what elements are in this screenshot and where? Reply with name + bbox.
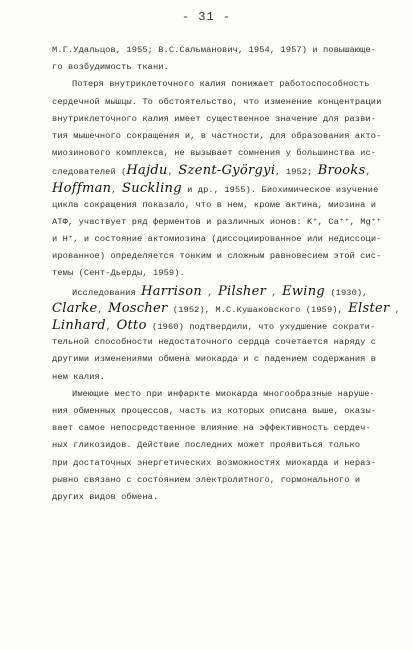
typed-text: , (266, 287, 283, 298)
body-text (52, 42, 402, 506)
typed-text: рывно связано с состоянием электролитного, гормонального и (52, 474, 361, 485)
typed-text: (1930), (325, 287, 368, 298)
typed-text: другими изменениями обмена миокарда и с падением содержания в (52, 354, 377, 365)
typed-text: следователей ( (52, 167, 127, 178)
page-number: - 31 - (181, 10, 232, 24)
text-line (52, 369, 402, 386)
handwritten-name: Clarke (52, 300, 98, 316)
text-line (52, 197, 402, 214)
handwritten-name: Brooks (317, 163, 366, 179)
handwritten-name: Moscher (108, 300, 168, 316)
text-line (52, 455, 402, 472)
typed-text: тельной способности недостаточного сердца сочетается наряду с (52, 337, 377, 348)
text-line (52, 283, 402, 300)
handwritten-name: Pilsher (217, 283, 267, 299)
typed-text: , (202, 287, 218, 298)
typed-text: внутриклеточного калия имеет существенное значение для разви- (52, 113, 377, 124)
typed-text: Потеря внутриклеточного калия понижает работоспособность (72, 79, 370, 90)
typed-text: АТФ, участвует ряд ферментов и различных ионов: K⁺, Ca⁺⁺, Mg⁺⁺ (52, 216, 382, 227)
typed-text: ных гликозидов. Действие последних может проявиться только (52, 440, 361, 451)
text-line (52, 128, 402, 145)
typed-text: (1952), М.С.Кушаковского (1959), (167, 304, 349, 315)
handwritten-name: Hoffman (52, 180, 112, 196)
typed-text: , 1952; (275, 167, 318, 178)
typed-text: , (111, 184, 122, 195)
typed-text: Имеющие место при инфаркте миокарда многообразные наруше- (72, 388, 375, 399)
typed-text: вает самое непосредственное влияние на эффективность сердеч- (52, 423, 371, 434)
text-line (52, 145, 402, 162)
text-line (52, 76, 402, 93)
typed-text: , (365, 167, 371, 178)
text-line (52, 472, 402, 489)
typed-text: сердечной мышцы. То обстоятельство, что изменение концентрации (52, 96, 382, 107)
text-line (52, 265, 402, 282)
handwritten-name: Szent-Györgyi (178, 163, 276, 179)
text-line (52, 42, 402, 59)
typed-text: при достаточных энергетических возможностях миокарда и нераз- (52, 457, 377, 468)
typed-text: , (167, 167, 179, 178)
typed-text: других видов обмена. (52, 491, 159, 502)
text-line (52, 111, 402, 128)
handwritten-name: Ewing (282, 283, 326, 299)
typed-text: , (389, 304, 401, 315)
typed-text: нем калия. (52, 371, 106, 382)
typed-text: миозинового комплекса, не вызывает сомнения у большинства ис- (52, 148, 377, 159)
handwritten-name: Hajdu (126, 163, 168, 179)
text-line (52, 437, 402, 454)
typed-text: и др., 1955). Биохимическое изучение (181, 184, 379, 195)
handwritten-name: Linhard (52, 318, 106, 333)
typed-text: (1960) подтвердили, что ухудшение сократи- (146, 322, 376, 332)
text-line (52, 214, 402, 231)
text-line (52, 351, 402, 368)
text-line (52, 59, 402, 76)
text-line (52, 231, 402, 248)
text-line (52, 180, 402, 197)
typed-text: го возбудимость ткани. (52, 62, 169, 73)
text-line (52, 334, 402, 351)
typed-text: и H⁺, и состояние актомиозина (диссоциированное или недиссоци- (52, 234, 382, 245)
text-line (52, 300, 402, 317)
handwritten-name: Suckling (121, 180, 182, 196)
text-line (52, 317, 402, 334)
text-line (52, 248, 402, 265)
typed-text: , (97, 304, 109, 315)
typed-text: тия мышечного сокращения и, в частности, для образования акто- (52, 130, 382, 141)
text-line (52, 386, 402, 403)
typed-text: ированное) определяется тонким и сложным равновесием этой сис- (52, 251, 382, 262)
text-line (52, 489, 402, 506)
handwritten-name: Elster (348, 300, 390, 316)
text-line (52, 403, 402, 420)
typed-text: М.Г.Удальцов, 1955; В.С.Сальманович, 1954, 1957) и повышающе- (52, 45, 377, 55)
typed-text: темы (Сент-Дьерды, 1959). (52, 268, 185, 279)
text-line (52, 420, 402, 437)
text-line (52, 162, 402, 179)
typed-text: цикла сокращения показало, что в нем, кроме актина, миозина и (52, 199, 377, 210)
handwritten-name: Otto (116, 318, 147, 333)
text-line (52, 94, 402, 111)
typed-text: , (105, 322, 117, 332)
typed-text: ния обменных процессов, часть из которых описана выше, оказы- (52, 405, 377, 416)
typed-text: Исследования (72, 287, 142, 298)
handwritten-name: Harrison (141, 283, 203, 299)
